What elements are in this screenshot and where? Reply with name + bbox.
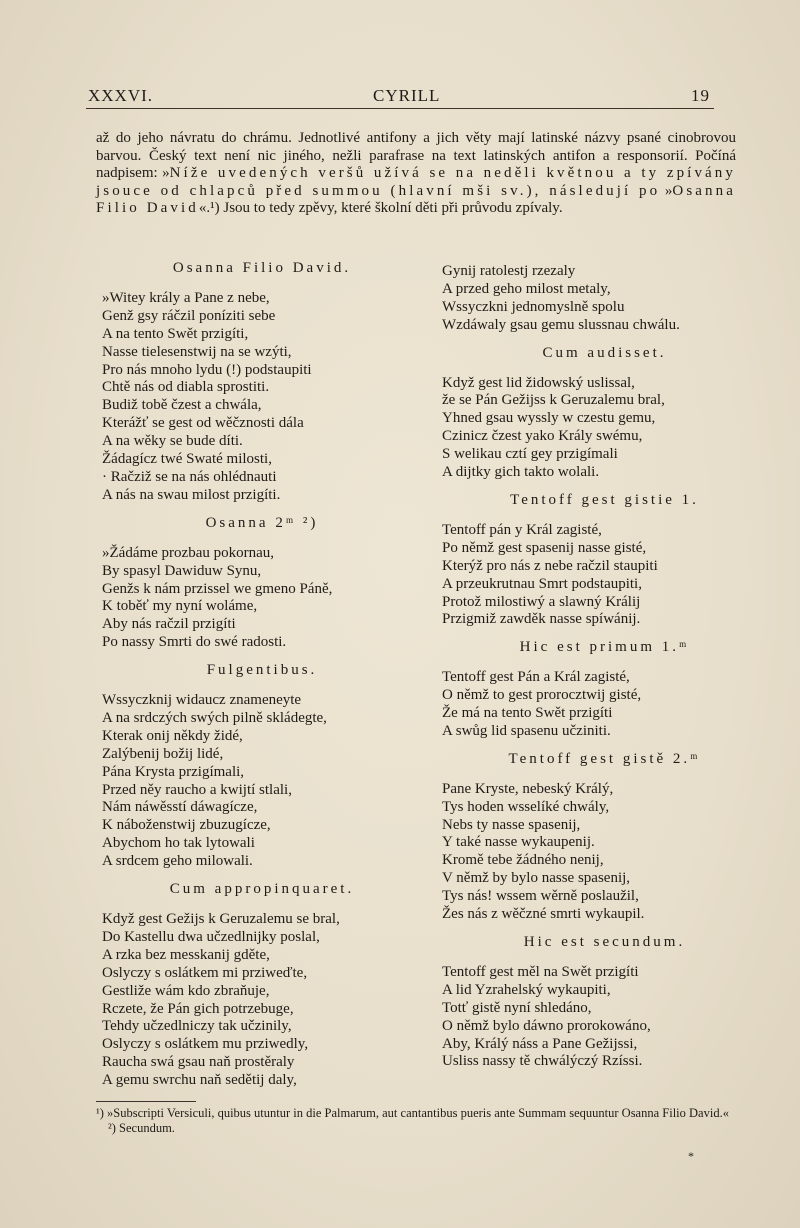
footnote-rule [96,1101,196,1102]
verse-line: Po nassy Smrti do swé radosti. [102,634,287,651]
verse-line: S welikau cztí gey przigímali [442,446,618,463]
poem-section [442,263,767,335]
verse-line: Chtě nás od diabla sprostiti. [102,379,270,396]
poem-title: Tentoff gest gistě 2.ᵐ [508,750,701,767]
verse-line: Usliss nassy tě chwálýczý Rzíssi. [442,1053,643,1070]
verse-line: Kterak onij někdy židé, [102,727,243,744]
verse-line: A swůg lid spasenu učziniti. [442,722,611,739]
verse-line: K náboženstwij zbuzugícze, [102,817,271,834]
verse-line: Wssyczknij widaucz znameneyte [102,692,302,709]
verse-line: Tentoff gest Pán a Král zagisté, [442,669,630,686]
poem-section [102,515,422,652]
verse-line: Wzdáwaly gsau gemu slussnau chwálu. [442,316,680,333]
left-column [102,260,422,1100]
verse-line: A dijtky gich takto wolali. [442,464,600,481]
verse-line: Nebs ty nasse spasenij, [442,816,581,833]
verse-line: Wssyczkni jednomyslně spolu [442,298,625,315]
verse-line: Pána Krysta przigímali, [102,763,245,780]
running-header [88,86,712,108]
verse-line: Czinicz čzest yako Krály swému, [442,428,643,445]
footnotes [96,1106,736,1136]
verse-line: Tentoff pán y Král zagisté, [442,521,602,538]
verse-line: A przed geho milost metaly, [442,280,611,297]
verse-line: »Žádáme prozbau pokornau, [102,544,275,561]
verse-line: Tentoff gest měl na Swět przigíti [442,963,639,980]
verse-line: Když gest Gežijs k Geruzalemu se bral, [102,911,340,927]
verse-line: Po němž gest spasenij nasse gisté, [442,539,647,556]
verse-line: Pane Kryste, nebeský Králý, [442,780,614,797]
verse-line: Y také nasse wykaupenij. [442,834,595,851]
verse-line: Genžs k nám przissel we gmeno Páně, [102,580,333,597]
poem-section [442,751,767,924]
verse-line: A na wěky se bude díti. [102,433,243,450]
footnote-2: ²) Secundum. [108,1121,175,1135]
verse-line: Totť gistě nyní shledáno, [442,999,592,1016]
verse-line: Když gest lid židowský uslissal, [442,374,635,391]
running-title: CYRILL [373,86,441,105]
verse-line: O němž bylo dáwno prorokowáno, [442,1017,651,1034]
verse-line: Aby, Králý náss a Pane Gežijssi, [442,1035,638,1052]
verse-line: Oslyczy s oslátkem mi prziweďte, [102,964,308,981]
verse-line: Przigmiž zawděk nasse spíwánij. [442,611,641,628]
intro-paragraph [96,130,736,218]
header-rule [86,108,714,109]
verse-line: K toběť my nyní woláme, [102,598,258,615]
footnote-1: ¹) »Subscripti Versiculi, quibus utuntur in die Palmarum, aut cantantibus pueris ante Summam sequuntur Osanna Filio David.« [96,1106,729,1120]
verse-line: Do Kastellu dwa učzedlnijky poslal, [102,928,320,945]
verse-line: O němž to gest prorocztwij gisté, [442,687,642,704]
intro-text [96,130,736,218]
verse-line: Tehdy učzedlniczy tak učzinily, [102,1018,292,1035]
poem-title: Osanna 2ᵐ ²) [205,514,319,531]
verse-line: Zalýbenij božij lidé, [102,745,224,762]
verse-line: V němž by bylo nasse spasenij, [442,870,631,887]
page-number: 19 [691,86,710,105]
verse-line: Žes nás z wěčzné smrti wykaupil. [442,906,645,923]
verse-line: Nám náwěsstí dáwagícze, [102,799,258,816]
poem-section [442,345,767,482]
right-column [442,263,767,1081]
poem-title: Cum appropinquaret. [169,881,355,898]
verse-line: Przed něy raucho a kwijtí stlali, [102,781,292,798]
poem-section [442,934,767,1071]
poem-title: Hic est primum 1.ᵐ [519,639,690,656]
verse-line: A rzka bez messkanij gděte, [102,946,270,963]
intro-before: až do jeho návratu do chrámu. Jednotlivé antifony a jich věty mají latinské názvy psané cinobrovou barvou. Český text není nic jiného, nežli parafrase na text latinských antifon a responsorií. Počíná nadpisem: » [96,130,736,182]
verse-line: Tys hoden wsselíké chwály, [442,798,610,815]
verse-line: A na srdczých swých pilně skládegte, [102,709,327,726]
verse-line: Raucha swá gsau naň prostěraly [102,1054,295,1071]
verse-line: · Račziž se na nás ohlédnauti [102,468,277,485]
verse-line: Kterážť se gest od wěčznosti dála [102,415,304,432]
verse-line: Pro nás mnoho lydu (!) podstaupiti [102,361,312,378]
poem-title: Hic est secundum. [523,934,686,950]
poem-title: Fulgentibus. [206,662,318,679]
poem-section [442,492,767,629]
verse-line: A gemu swrchu naň sedětij daly, [102,1072,297,1089]
verse-line: »Witey krály a Pane z nebe, [102,289,270,306]
verse-line: Tys nás! wssem wěrně poslaužil, [442,888,639,905]
verse-line: A przeukrutnau Smrt podstaupiti, [442,575,642,592]
verse-line: Že má na tento Swět przigíti [442,705,613,722]
verse-line: Gestliže wám kdo zbraňuje, [102,982,270,999]
verse-line: A na tento Swět przigíti, [102,325,249,342]
verse-line: Žádagícz twé Swaté milosti, [102,451,272,468]
verse-line: že se Pán Gežijss k Geruzalemu bral, [442,392,665,409]
poem-section [102,662,422,871]
verse-line: A nás na swau milost przigíti. [102,486,281,503]
verse-line: Gynij ratolestj rzezaly [442,263,576,279]
chapter-number: XXXVI. [88,86,154,105]
verse-line: Nasse tielesenstwij na se wzýti, [102,343,292,360]
intro-middle: » [660,182,673,199]
verse-line: By spasyl Dawiduw Synu, [102,562,262,579]
verse-line: Kterýž pro nás z nebe račzil staupiti [442,557,658,574]
verse-line: Protož milostiwý a slawný Králij [442,593,641,610]
verse-line: Rczete, že Pán gich potrzebuge, [102,1000,294,1017]
verse-line: Abychom ho tak lytowali [102,835,255,852]
verse-line: Aby nás račzil przigíti [102,616,236,633]
poem-title: Tentoff gest gistie 1. [510,491,699,508]
printer-mark: * [688,1149,694,1163]
poem-section [102,881,422,1090]
poem-section [442,639,767,741]
intro-after: «.¹) Jsou to tedy zpěvy, které školní děti při průvodu zpívaly. [198,200,563,217]
intro-spaced-title: Osanna Filio David [96,182,737,217]
verse-line: Kromě tebe žádného nenij, [442,852,604,869]
verse-line: A lid Yzrahelský wykaupiti, [442,981,611,998]
intro-spaced-quote: Níže uvedených veršů užívá se na neděli květnou a ty zpívány jsouce od chlapců před summou (hlavní mši sv.), následují po [96,165,736,199]
verse-line: Budiž tobě čzest a chwála, [102,397,262,414]
verse-line: Genž gsy ráčzil poníziti sebe [102,307,276,324]
poem-title: Cum audisset. [542,344,667,361]
verse-line: Yhned gsau wyssly w czestu gemu, [442,410,656,427]
poem-section [102,260,422,505]
verse-line: A srdcem geho milowali. [102,853,253,870]
verse-line: Oslyczy s oslátkem mu prziwedly, [102,1036,309,1053]
poem-title: Osanna Filio David. [172,260,352,276]
